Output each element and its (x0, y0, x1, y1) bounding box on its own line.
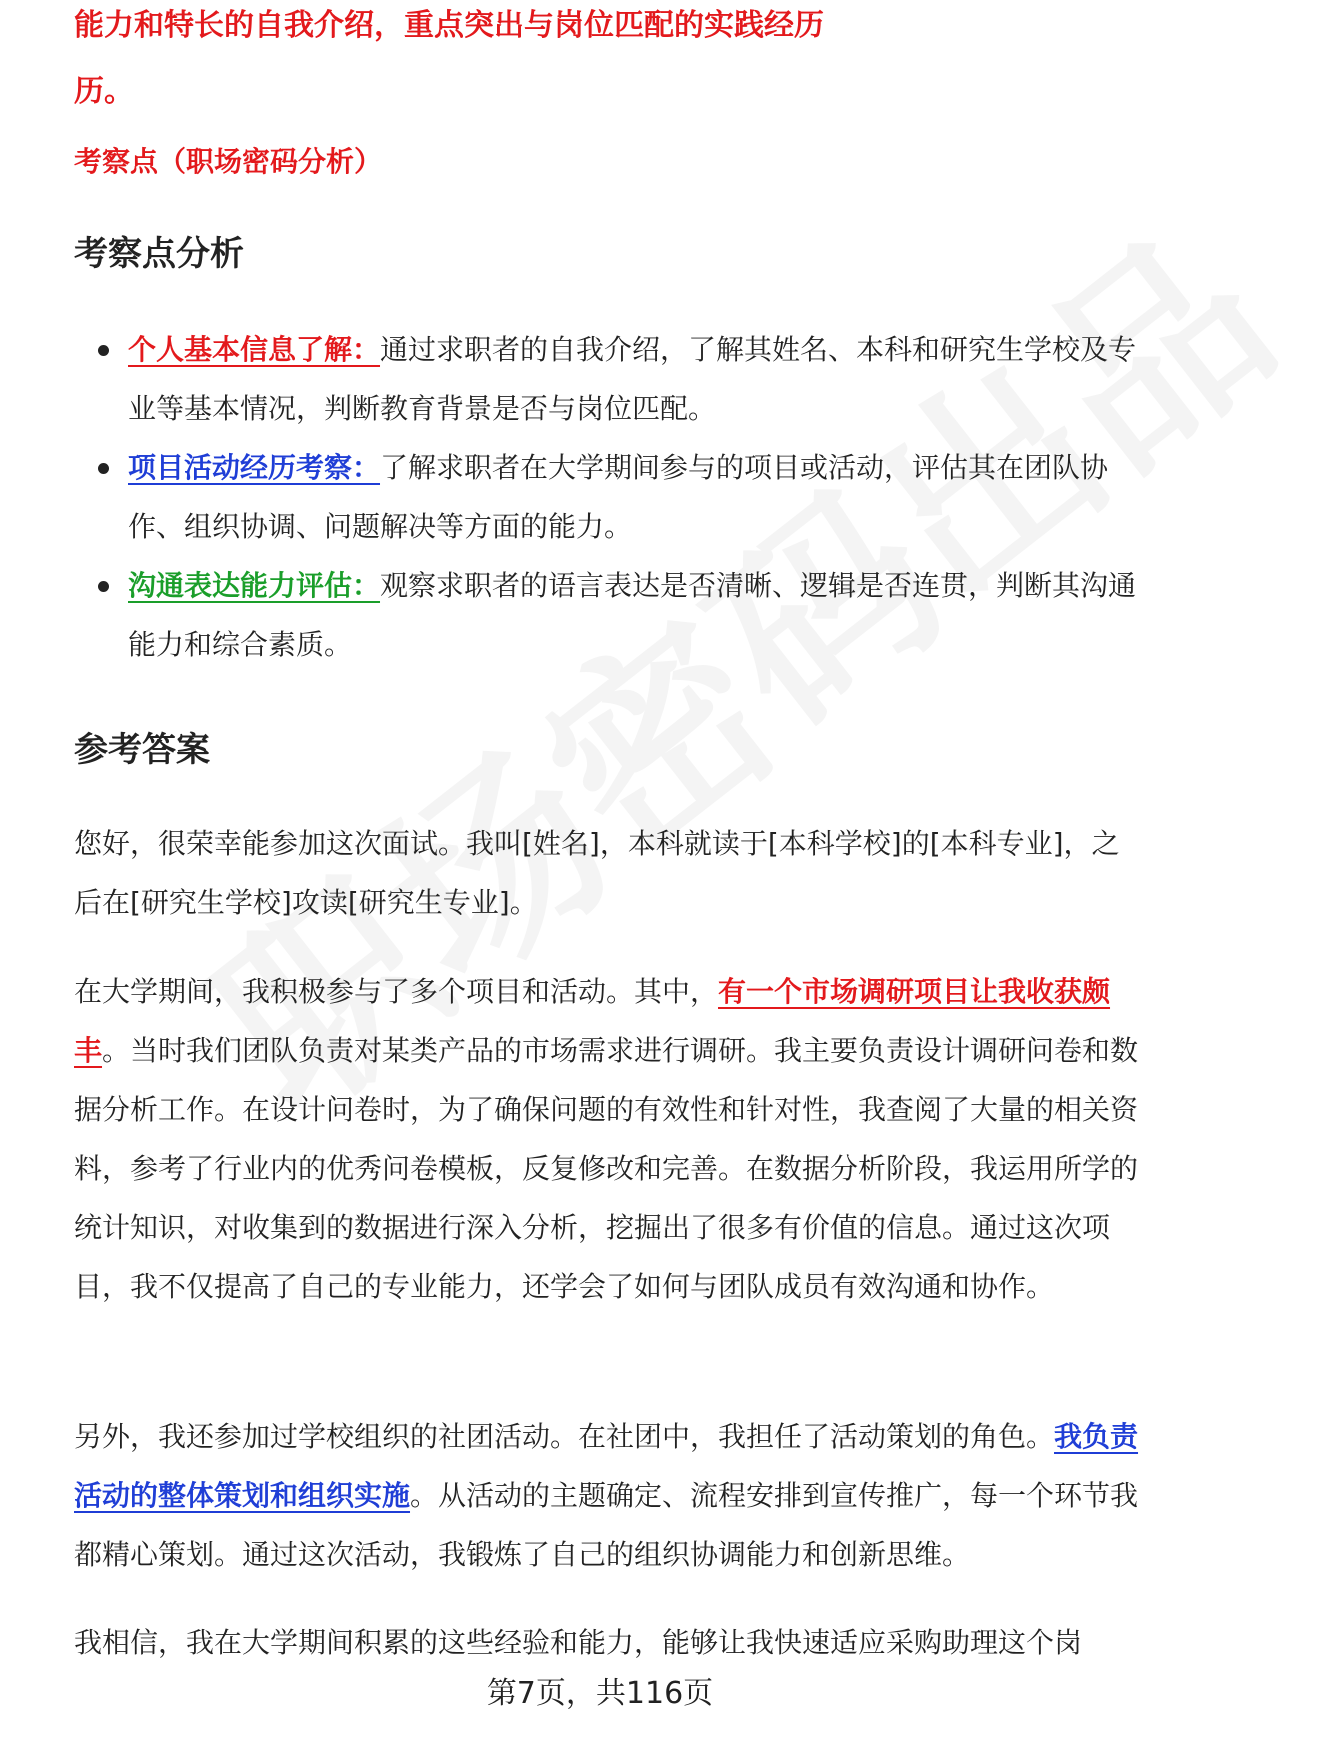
kaocha-label: 考察点（职场密码分析） (74, 145, 383, 178)
point-item-project-experience (74, 438, 1144, 556)
point-text: 观察求职者的语言表达是否清晰、逻辑是否连贯，判断其沟通能力和综合素质。 (128, 569, 1137, 661)
cutoff-previous-line (74, 8, 1124, 58)
previous-line-end: 历。 (74, 74, 134, 109)
point-item-basic-info (74, 320, 1144, 438)
point-text: 了解求职者在大学期间参与的项目或活动，评估其在团队协作、组织协调、问题解决等方面的能力。 (128, 451, 1109, 543)
answer-paragraph-project (74, 962, 1146, 1316)
paragraph-text: 在大学期间，我积极参与了多个项目和活动。其中， (74, 975, 719, 1008)
answer-paragraph-closing: 我相信，我在大学期间积累的这些经验和能力，能够让我快速适应采购助理这个岗 (74, 1626, 1083, 1659)
point-item-communication (74, 556, 1144, 674)
analysis-heading: 考察点分析 (74, 234, 244, 274)
paragraph-text: 另外，我还参加过学校组织的社团活动。在社团中，我担任了活动策划的角色。 (74, 1420, 1055, 1453)
highlight-text: 有一个市场调研项目让我收获颇丰 (74, 975, 1111, 1067)
point-text: 通过求职者的自我介绍，了解其姓名、本科和研究生学校及专业等基本情况，判断教育背景是否与岗位匹配。 (128, 333, 1137, 425)
paragraph-text: 。当时我们团队负责对某类产品的市场需求进行调研。我主要负责设计调研问卷和数据分析工作。在设计问卷时，为了确保问题的有效性和针对性，我查阅了大量的相关资料，参考了行业内的优秀问卷模板，反复修改和完善。在数据分析阶段，我运用所学的统计知识，对收集到的数据进行深入分析，挖掘出了很多有价值的信息。通过这次项目，我不仅提高了自己的专业能力，还学会了如何与团队成员有效沟通和协作。 (74, 1034, 1139, 1303)
point-label: 沟通表达能力评估： (128, 569, 381, 602)
point-label: 个人基本信息了解： (128, 333, 381, 366)
answer-paragraph-club (74, 1407, 1146, 1584)
cutoff-text: 能力和特长的自我介绍，重点突出与岗位匹配的实践经历 (74, 8, 824, 43)
answer-heading: 参考答案 (74, 730, 210, 770)
point-label: 项目活动经历考察： (128, 451, 381, 484)
page-number-footer: 第7页，共116页 (486, 1676, 714, 1711)
analysis-points-list (74, 320, 1144, 674)
paragraph-text: 。从活动的主题确定、流程安排到宣传推广，每一个环节我都精心策划。通过这次活动，我锻炼了自己的组织协调能力和创新思维。 (74, 1479, 1139, 1571)
highlight-text: 我负责活动的整体策划和组织实施 (74, 1420, 1139, 1512)
answer-paragraph-intro: 您好，很荣幸能参加这次面试。我叫[姓名]，本科就读于[本科学校]的[本科专业]，之后在[研究生学校]攻读[研究生专业]。 (74, 827, 1120, 919)
